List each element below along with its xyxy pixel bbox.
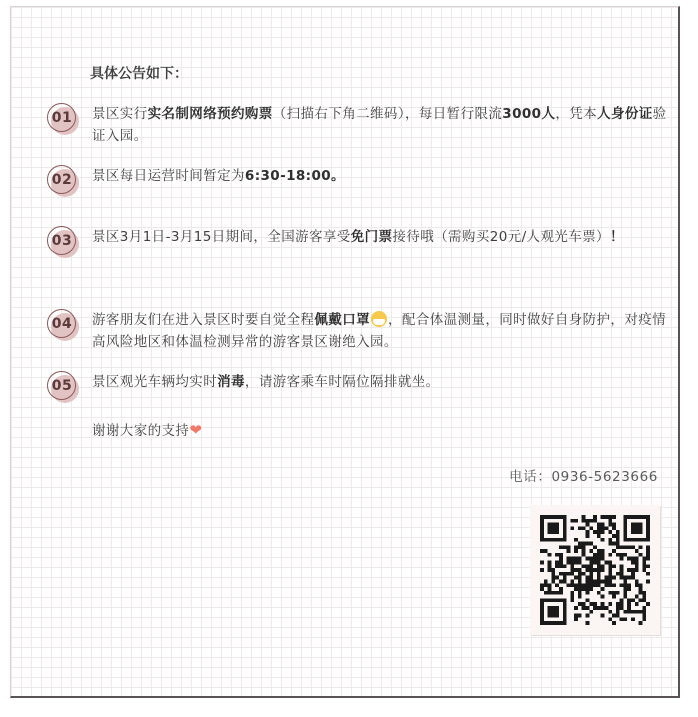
- emphasis-text: 佩戴口罩: [314, 312, 371, 328]
- notice-segment: 景区观光车辆均实时: [92, 374, 218, 390]
- badge-number: 05: [51, 378, 73, 394]
- emphasis-text: 人身份证: [597, 106, 653, 122]
- notice-segment: 游客朋友们在进入景区时要自觉全程: [92, 312, 315, 328]
- emphasis-text: 消毒: [217, 374, 245, 390]
- announcement-heading: 具体公告如下：: [90, 66, 188, 82]
- notice-segment: （扫描右下角二维码），每日暂行限流: [272, 106, 503, 122]
- notice-text: [92, 371, 667, 393]
- notice-segment: 景区每日运营时间暂定为: [92, 168, 245, 184]
- qr-code-icon: [530, 505, 660, 635]
- emphasis-text: 实名制网络预约购票: [147, 106, 273, 122]
- number-badge: [47, 309, 81, 343]
- thanks-text: 谢谢大家的支持: [92, 423, 190, 439]
- heart-icon: ❤: [189, 421, 203, 439]
- qr-code-graphic: [540, 515, 650, 625]
- notice-text: [92, 309, 667, 353]
- number-badge: [47, 371, 81, 405]
- badge-number: 03: [51, 233, 73, 249]
- number-badge: [47, 103, 81, 137]
- number-badge: [47, 165, 81, 199]
- notice-segment: 接待哦（需购买20元/人观光车票）: [392, 229, 610, 245]
- notice-segment: 验证入园。: [92, 106, 667, 144]
- announcement-card: [10, 6, 680, 698]
- notice-segment: 景区3月1日-3月15日期间，全国游客享受: [92, 229, 351, 245]
- mask-face-icon: [371, 311, 387, 327]
- badge-number: 01: [51, 110, 73, 126]
- notice-text: [92, 165, 667, 187]
- badge-number: 04: [51, 316, 73, 332]
- notice-segment: ，配合体温测量，同时做好自身防护，对疫情高风险地区和体温检测异常的游客景区谢绝入园。: [92, 312, 667, 350]
- notice-text: [92, 226, 667, 248]
- notice-text: [92, 103, 667, 147]
- notice-segment: ，凭本: [555, 106, 598, 122]
- notice-segment: 景区实行: [92, 106, 148, 122]
- emphasis-text: 免门票: [350, 229, 393, 245]
- number-badge: [47, 226, 81, 260]
- emphasis-text: 3000人: [502, 106, 556, 122]
- badge-number: 02: [51, 172, 73, 188]
- emphasis-text: ！: [609, 229, 624, 245]
- notice-segment: ，请游客乘车时隔位隔排就坐。: [244, 374, 440, 390]
- phone-number: 电话：0936-5623666: [509, 469, 658, 485]
- thanks-line: [92, 419, 202, 439]
- emphasis-text: 6:30-18:00。: [244, 168, 345, 184]
